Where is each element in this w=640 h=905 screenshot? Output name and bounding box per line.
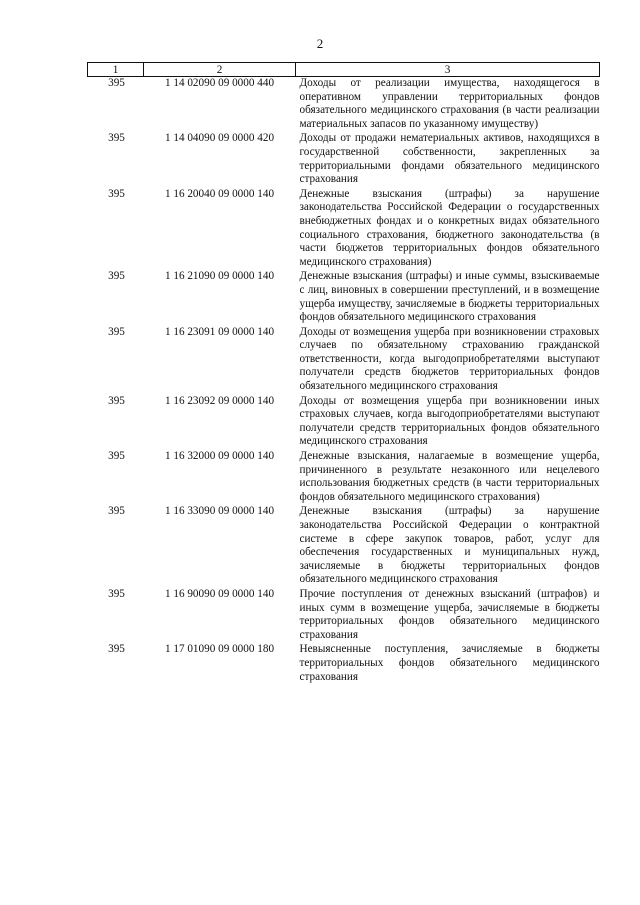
- table-row: [88, 395, 600, 450]
- revenue-name-cell: Невыясненные поступления, зачисляемые в бюджеты территориальных фондов обязательного медицинского страхования: [299, 643, 600, 683]
- table-row: [88, 77, 600, 133]
- revenue-name-cell: Прочие поступления от денежных взысканий (штрафов) и иных сумм в возмещение ущерба, зачисляемые в бюджеты территориальных фондов обязательного медицинского страхования: [299, 587, 600, 641]
- budget-code-cell: 1 16 20040 09 0000 140: [164, 187, 275, 200]
- budget-code-cell: 1 16 33090 09 0000 140: [164, 505, 275, 518]
- revenue-name-cell: Доходы от реализации имущества, находящегося в оперативном управлении территориальных фондов обязательного медицинского страхования (в части реализации материальных запасов по указанному имуществу): [299, 77, 600, 130]
- budget-code-cell: 1 17 01090 09 0000 180: [164, 643, 275, 656]
- budget-code-cell: 1 16 21090 09 0000 140: [164, 270, 275, 283]
- admin-code-cell: 395: [108, 394, 125, 407]
- table-row: [88, 450, 600, 505]
- table-row: [88, 270, 600, 325]
- column-header-2: 2: [144, 63, 296, 77]
- admin-code-cell: 395: [108, 587, 125, 600]
- revenue-name-cell: Денежные взыскания (штрафы) и иные суммы, взыскиваемые с лиц, виновных в совершении преступлений, и в возмещение ущерба имуществу, зачисляемые в бюджеты территориальных фондов обязательного медицинского страхования: [299, 270, 600, 324]
- admin-code-cell: 395: [108, 643, 125, 656]
- revenue-name-cell: Денежные взыскания, налагаемые в возмещение ущерба, причиненного в результате незаконного или нецелевого использования бюджетных средств (в части территориальных фондов обязательного медицинского страхования): [299, 450, 600, 503]
- budget-code-cell: 1 14 02090 09 0000 440: [164, 77, 275, 89]
- page-number: 2: [316, 36, 324, 51]
- admin-code-cell: 395: [108, 505, 125, 518]
- column-header-3: 3: [296, 63, 600, 77]
- table-header-row: [88, 63, 600, 77]
- admin-code-cell: 395: [108, 132, 125, 145]
- budget-code-cell: 1 16 90090 09 0000 140: [164, 587, 275, 600]
- admin-code-cell: 395: [108, 450, 125, 463]
- revenue-name-cell: Доходы от продажи нематериальных активов, находящихся в государственной собственности, закрепленных за территориальными фондами обязательного медицинского страхования: [299, 132, 600, 186]
- revenue-name-cell: Денежные взыскания (штрафы) за нарушение законодательства Российской Федерации о государственных внебюджетных фондах и о конкретных видах обязательного социального страхования, бюджетного законодательства (в части бюджетов территориальных фондов обязательного медицинского страхования): [299, 187, 600, 268]
- admin-code-cell: 395: [108, 187, 125, 200]
- revenue-name-cell: Денежные взыскания (штрафы) за нарушение законодательства Российской Федерации о контрактной системе в сфере закупок товаров, работ, услуг для обеспечения государственных и муниципальных нужд, зачисляемые в бюджеты территориальных фондов обязательного медицинского страхования: [299, 505, 600, 586]
- admin-code-cell: 395: [108, 77, 125, 89]
- budget-code-cell: 1 16 23091 09 0000 140: [164, 325, 275, 338]
- table-row: [88, 188, 600, 271]
- budget-code-cell: 1 16 32000 09 0000 140: [164, 450, 275, 463]
- revenue-codes-table: [87, 62, 600, 685]
- table-row: [88, 132, 600, 187]
- budget-code-cell: 1 16 23092 09 0000 140: [164, 394, 275, 407]
- table-row: [88, 505, 600, 588]
- column-header-1: 1: [88, 63, 144, 77]
- admin-code-cell: 395: [108, 270, 125, 283]
- table-row: [88, 326, 600, 395]
- revenue-name-cell: Доходы от возмещения ущерба при возникновении страховых случаев по обязательному страхованию гражданской ответственности, когда выгодоприобретателями выступают получатели средств бюджетов территориальных фондов обязательного медицинского страхования: [299, 325, 600, 393]
- table-row: [88, 643, 600, 685]
- revenue-name-cell: Доходы от возмещения ущерба при возникновении иных страховых случаев, когда выгодоприобретателями выступают получатели средств территориальных фондов обязательного медицинского страхования: [299, 394, 600, 448]
- budget-code-cell: 1 14 04090 09 0000 420: [164, 132, 275, 145]
- table-row: [88, 588, 600, 643]
- admin-code-cell: 395: [108, 325, 125, 338]
